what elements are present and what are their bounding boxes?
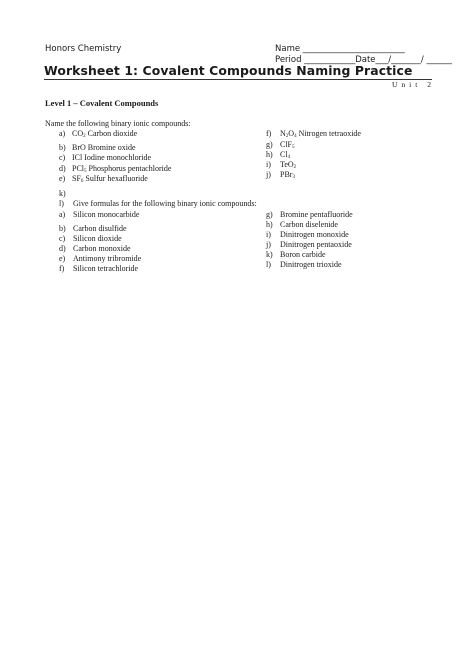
item-text: Dinitrogen monoxide [280,230,349,239]
unit-label: Unit 2 [392,80,435,89]
item-text: $CO_2$ Carbon dioxide [72,129,138,139]
section-instruction: Name the following binary ionic compounds: [45,119,191,128]
item-letter: k) [266,250,273,259]
item-text: $Cl_4$ [280,150,291,160]
item-letter: g) [266,140,273,149]
item-letter: e) [59,174,66,183]
item-letter: e) [59,254,66,263]
item-text: ICl Iodine monochloride [72,153,152,162]
section-heading: Level 1 – Covalent Compounds [45,98,159,108]
item-letter: f) [266,129,272,138]
item-letter: a) [59,210,66,219]
item-letter: d) [59,244,66,253]
item-text: Silicon dioxide [73,234,122,243]
section-instruction: Give formulas for the following binary ionic compounds: [73,199,257,208]
item-letter: f) [59,264,65,273]
item-letter: l) [266,260,271,269]
item-text: Carbon monoxide [73,244,131,253]
item-text: Bromine pentafluoride [280,210,353,219]
item-text: Carbon disulfide [73,224,127,233]
item-letter: j) [266,240,271,249]
title-divider [44,79,432,80]
item-letter: g) [266,210,273,219]
item-letter: b) [59,224,66,233]
item-letter: c) [59,234,66,243]
item-letter: i) [266,230,271,239]
item-letter: d) [59,164,66,173]
item-text: Silicon tetrachloride [73,264,139,273]
item-text: PCl$_5$ Phosphorus pentachloride [72,164,172,174]
item-letter: h) [266,150,273,159]
item-text: Antimony tribromide [73,254,142,263]
item-text: $SF_6$ Sulfur hexafluoride [72,174,148,184]
item-letter: j) [266,170,271,179]
item-letter: h) [266,220,273,229]
item-text: BrO Bromine oxide [72,143,136,152]
item-text: $N_2O_4$ Nitrogen tetraoxide [280,129,361,139]
item-text: Carbon diselenide [280,220,338,229]
item-text: ClF$_5$ [280,140,295,150]
item-text: Dinitrogen pentaoxide [280,240,352,249]
item-letter: c) [59,153,66,162]
item-text: TeO$_2$ [280,160,297,170]
period-date-field: Period ____________Date___/_______/ ______ [275,55,452,65]
item-text: PBr$_3$ [280,170,295,180]
item-letter: i) [266,160,271,169]
item-letter: l) [59,199,64,208]
item-letter: k) [59,189,66,198]
worksheet-title: Worksheet 1: Covalent Compounds Naming Practice [44,63,413,78]
item-text: Dinitrogen trioxide [280,260,342,269]
item-letter: a) [59,129,66,138]
item-text: Boron carbide [280,250,326,259]
name-field: Name ________________________ [275,44,405,54]
course-name: Honors Chemistry [45,44,122,54]
item-letter: b) [59,143,66,152]
item-text: Silicon monocarbide [73,210,140,219]
